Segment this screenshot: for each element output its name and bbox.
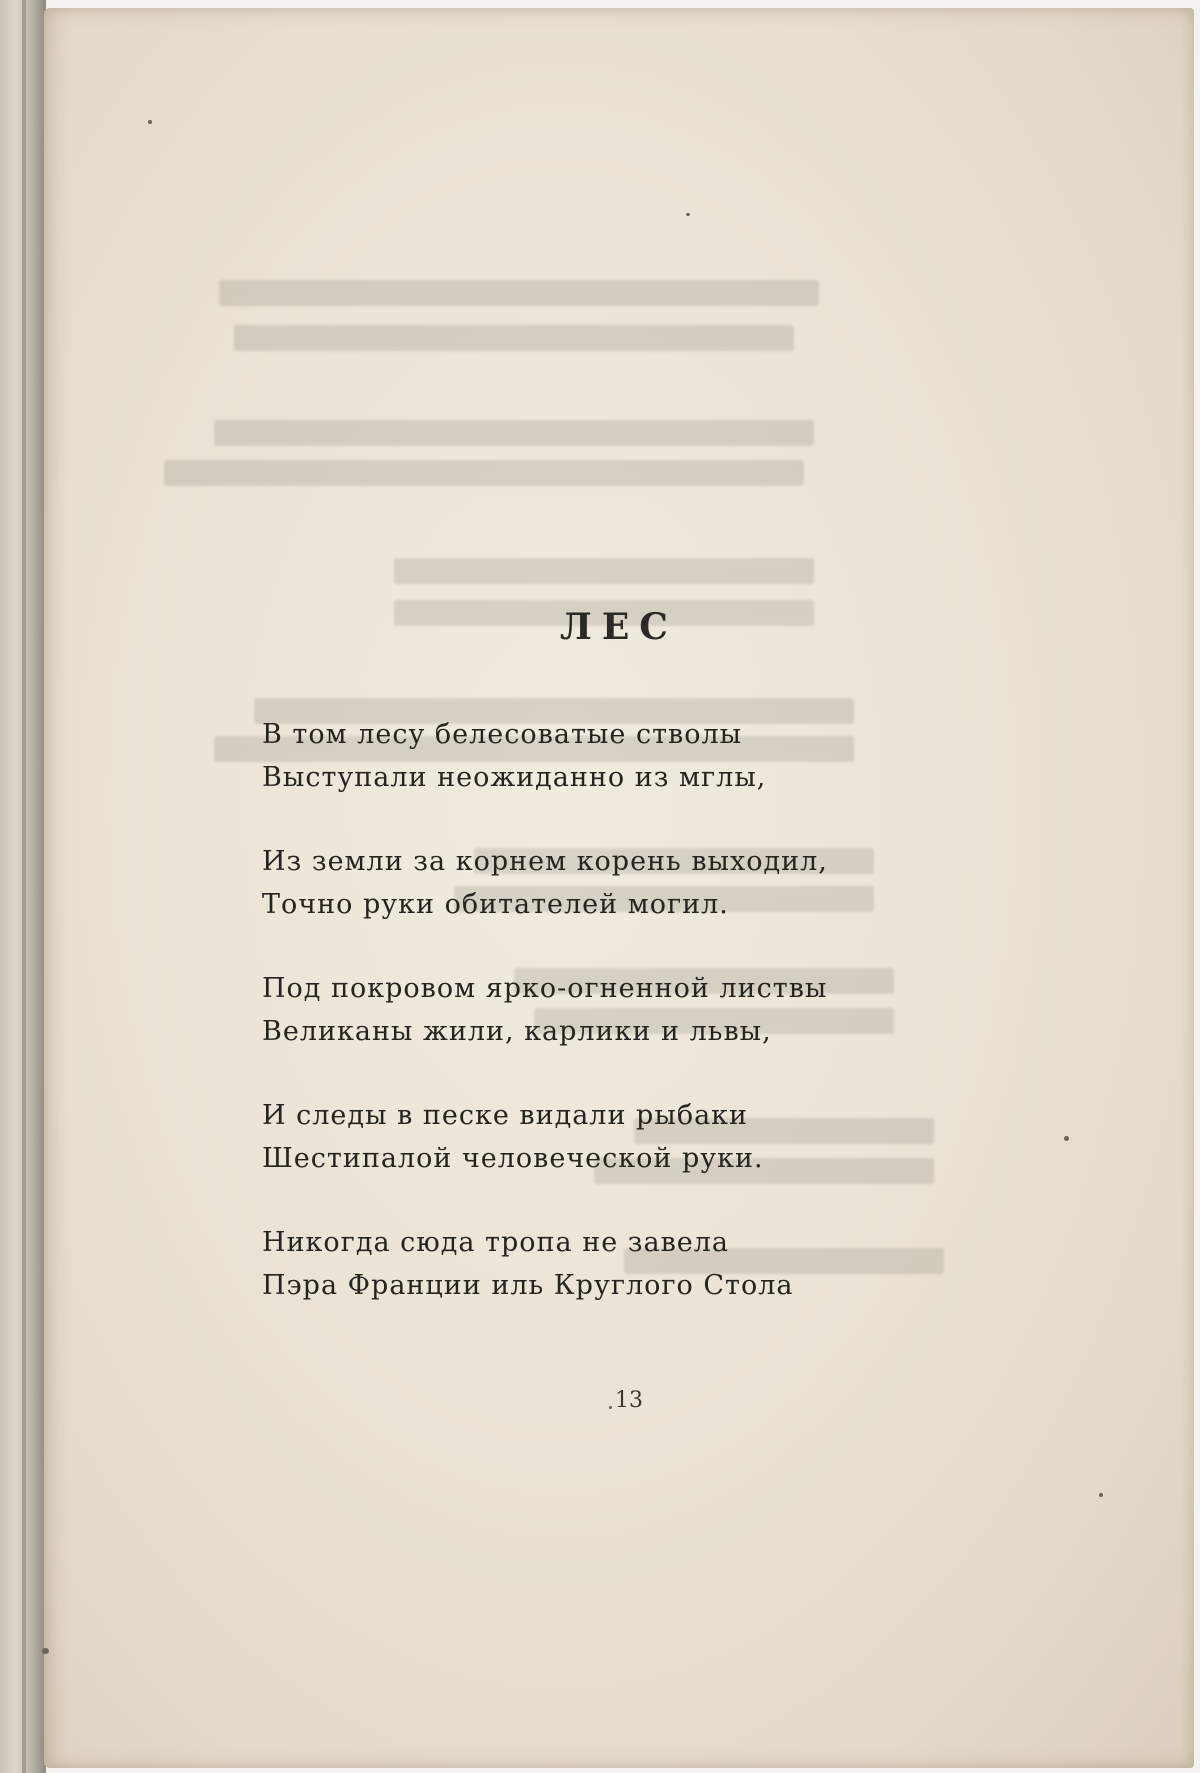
poem-line: В том лесу белесоватые стволы [262, 719, 743, 750]
paper-speck [1064, 1136, 1069, 1141]
poem-line: И следы в песке видали рыбаки [262, 1100, 749, 1131]
poem-line: Под покровом ярко-огненной листвы [262, 973, 828, 1004]
book-page [44, 8, 1194, 1768]
poem-body [262, 713, 982, 1348]
stanza [262, 840, 982, 926]
stanza [262, 1221, 982, 1307]
spine-fold [22, 0, 26, 1773]
paper-speck [686, 213, 690, 216]
paper-speck [1099, 1493, 1103, 1497]
poem-line: Из земли за корнем корень выходил, [262, 846, 828, 877]
poem-line: Выступали неожиданно из мглы, [262, 762, 767, 793]
stanza [262, 713, 982, 799]
paper-speck [148, 120, 152, 124]
poem-line: Никогда сюда тропа не завела [262, 1227, 730, 1258]
poem-line: Великаны жили, карлики и львы, [262, 1016, 772, 1047]
page-number: 13 [615, 1388, 643, 1413]
stanza [262, 967, 982, 1053]
poem-line: Точно руки обитателей могил. [262, 889, 729, 920]
poem-line: Шестипалой человеческой руки. [262, 1143, 764, 1174]
poem-title: ЛЕС [560, 606, 678, 648]
stanza [262, 1094, 982, 1180]
paper-speck [609, 1406, 612, 1409]
paper-speck [42, 1648, 49, 1654]
poem-line: Пэра Франции иль Круглого Стола [262, 1270, 794, 1301]
